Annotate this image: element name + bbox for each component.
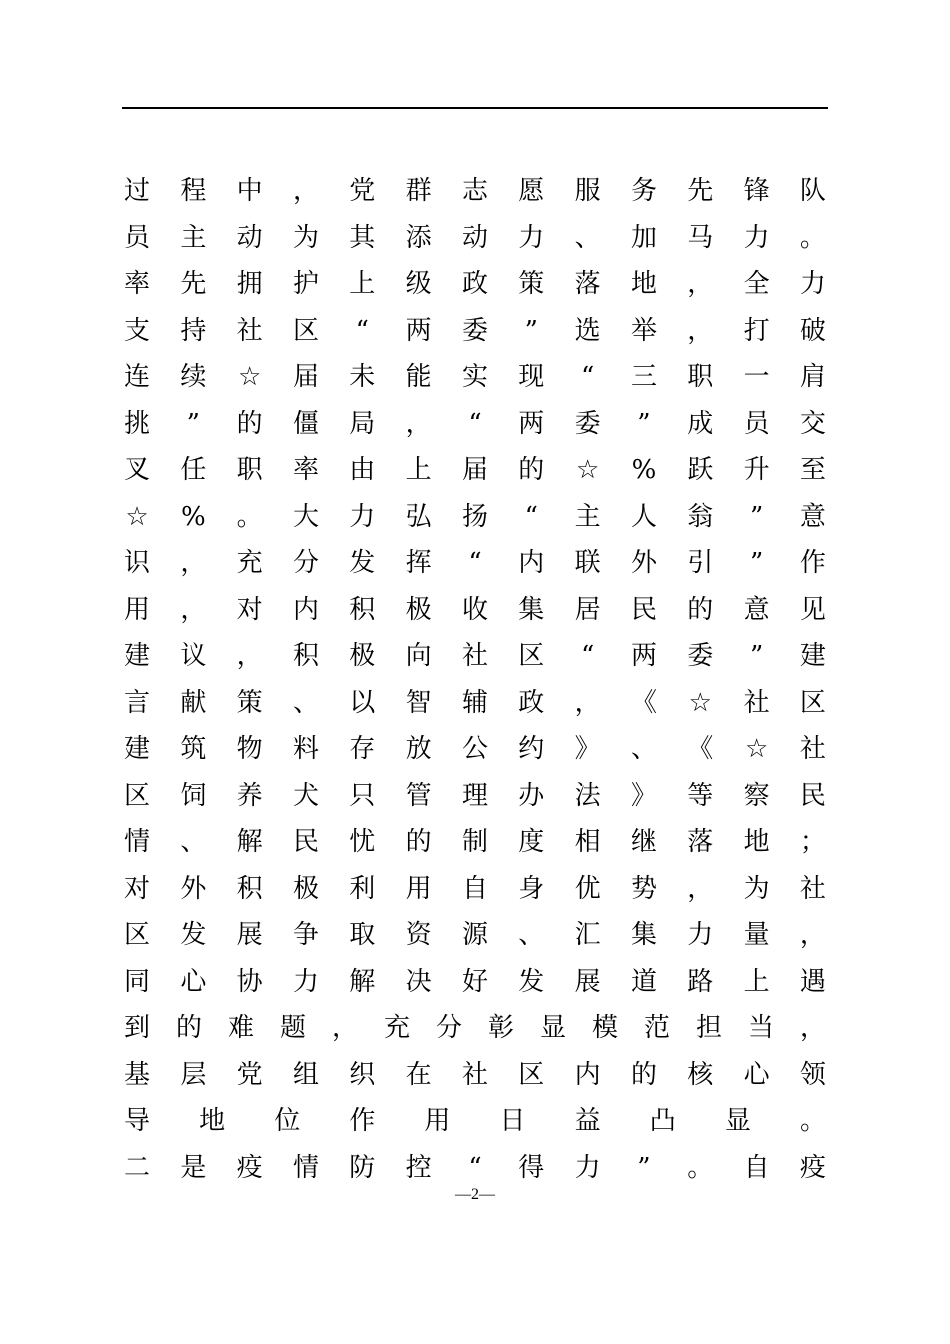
text-line: ☆ % 。 大 力 弘 扬 “ 主 人 翁 ” 意	[125, 501, 826, 532]
text-line: 到 的 难 题 ， 充 分 彰 显 模 范 担 当 ，	[123, 1013, 826, 1043]
text-line: 叉 任 职 率 由 上 届 的 ☆ % 跃 升 至	[123, 455, 826, 485]
text-line: 率 先 拥 护 上 级 政 策 落 地 ， 全 力	[123, 269, 826, 299]
text-line: 识 ， 充 分 发 挥 “ 内 联 外 引 ” 作	[123, 548, 826, 578]
text-line: 支 持 社 区 “ 两 委 ” 选 举 ， 打 破	[123, 315, 826, 346]
text-line: 同 心 协 力 解 决 好 发 展 道 路 上 遇	[123, 966, 826, 997]
text-line: 言 献 策 、 以 智 辅 政 ， 《 ☆ 社 区	[123, 687, 826, 718]
text-line: 连 续 ☆ 届 未 能 实 现 “ 三 职 一 肩	[123, 362, 826, 392]
text-line: 建 筑 物 料 存 放 公 约 》 、 《 ☆ 社	[123, 734, 826, 764]
text-line: 导 地 位 作 用 日 益 凸 显 。	[123, 1106, 826, 1136]
header-rule	[122, 107, 828, 109]
text-line: 用 ， 对 内 积 极 收 集 居 民 的 意 见	[123, 594, 826, 625]
text-line: 区 发 展 争 取 资 源 、 汇 集 力 量 ，	[123, 920, 826, 950]
body-text	[122, 168, 828, 1191]
text-line: 对 外 积 极 利 用 自 身 优 势 ， 为 社	[123, 873, 826, 904]
text-line: 挑 ” 的 僵 局 ， “ 两 委 ” 成 员 交	[123, 408, 826, 439]
text-line: 基 层 党 组 织 在 社 区 内 的 核 心 领	[123, 1059, 826, 1090]
text-line: 区 饲 养 犬 只 管 理 办 法 》 等 察 民	[123, 780, 826, 811]
text-line: 建 议 ， 积 极 向 社 区 “ 两 委 ” 建	[123, 641, 826, 671]
text-line: 员 主 动 为 其 添 动 力 、 加 马 力 。	[123, 222, 826, 253]
page-number: —2—	[455, 1186, 495, 1203]
text-line: 过 程 中 ， 党 群 志 愿 服 务 先 锋 队	[123, 176, 826, 206]
text-line: 情 、 解 民 忧 的 制 度 相 继 落 地 ；	[123, 827, 826, 857]
text-line: 二 是 疫 情 防 控 “ 得 力 ” 。 自 疫	[123, 1152, 826, 1183]
